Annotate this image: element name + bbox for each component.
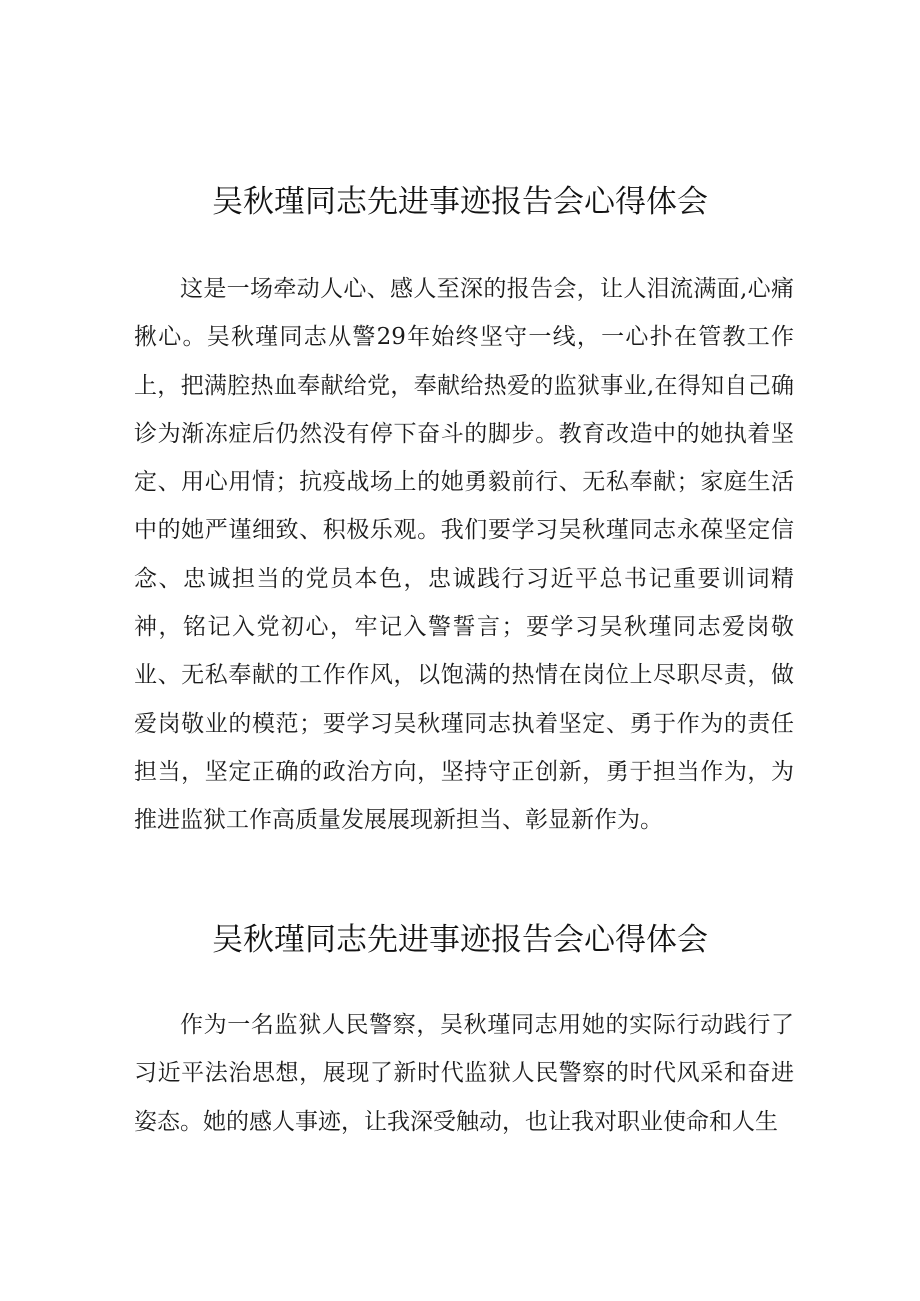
section-1-body: 这是一场牵动人心、感人至深的报告会，让人泪流满面,心痛揪心。吴秋瑾同志从警29年始终坚守一线，一心扑在管教工作上，把满腔热血奉献给党，奉献给热爱的监狱事业,在得知自己确诊为渐冻症后仍然没有停下奋斗的脚步。教育改造中的她执着坚定、用心用情；抗疫战场上的她勇毅前行、无私奉献；家庭生活中的她严谨细致、积极乐观。我们要学习吴秋瑾同志永葆坚定信念、忠诚担当的党员本色，忠诚践行习近平总书记重要训词精神，铭记入党初心，牢记入警誓言；要学习吴秋瑾同志爱岗敬业、无私奉献的工作作风，以饱满的热情在岗位上尽职尽责，做爱岗敬业的模范；要学习吴秋瑾同志执着坚定、勇于作为的责任担当，坚定正确的政治方向，坚持守正创新，勇于担当作为，为推进监狱工作高质量发展展现新担当、彰显新作为。 (134, 276, 794, 834)
section-2-body: 作为一名监狱人民警察，吴秋瑾同志用她的实际行动践行了习近平法治思想，展现了新时代监狱人民警察的时代风采和奋进姿态。她的感人事迹，让我深受触动，也让我对职业使命和人生 (134, 1012, 794, 1135)
section-2-title: 吴秋瑾同志先进事迹报告会心得体会 (212, 922, 708, 958)
section-1-title: 吴秋瑾同志先进事迹报告会心得体会 (212, 184, 708, 220)
